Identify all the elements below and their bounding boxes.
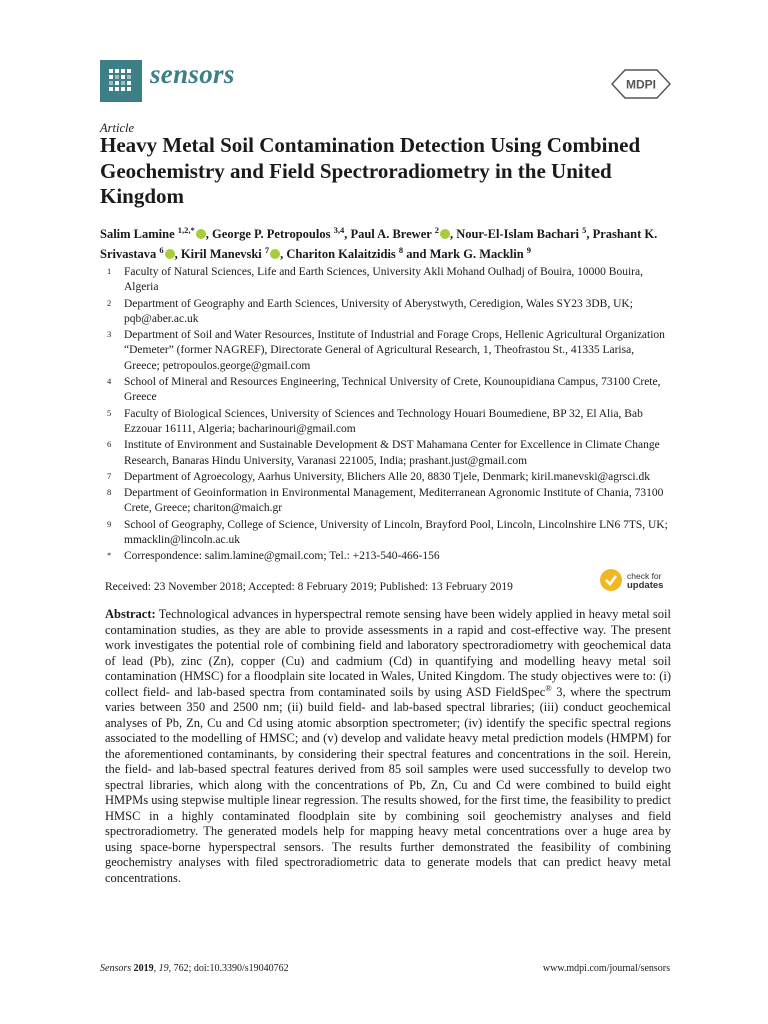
author-affiliation-marker: 9 xyxy=(526,244,532,255)
footer-doi: , 762; doi:10.3390/s19040762 xyxy=(168,963,289,974)
author-name: Nour-El-Islam Bachari xyxy=(456,227,579,241)
paper-title: Heavy Metal Soil Contamination Detection Using Combined Geochemistry and Field Spectroradiometry in the United Kingdom xyxy=(100,133,641,208)
footer-journal: Sensors xyxy=(100,963,132,974)
affiliation-text: Department of Soil and Water Resources, Institute of Industrial and Forage Crops, Hellenic Agricultural Organization “Demeter” (former NAGREF), Directorate General of Agricultural Research, 1, Theofrastou St., 41335 Larisa, Greece; petropoulos.george@gmail.com xyxy=(124,329,665,372)
affiliation-text: Department of Geoinformation in Environmental Management, Mediterranean Agronomic Institute of Chania, 73100 Crete, Greece; chariton@maich.gr xyxy=(124,487,664,515)
author-name: George P. Petropoulos xyxy=(212,227,331,241)
author xyxy=(350,224,450,241)
author xyxy=(286,244,404,261)
affiliation-text: Department of Agroecology, Aarhus University, Blichers Alle 20, 8830 Tjele, Denmark; kiril.manevski@agrsci.dk xyxy=(124,470,650,483)
affiliation-item xyxy=(100,518,670,549)
affiliation-number: 8 xyxy=(107,487,112,498)
affiliation-item xyxy=(100,486,670,517)
author xyxy=(456,224,587,241)
affiliation-item xyxy=(100,407,670,438)
affiliation-item xyxy=(100,549,670,564)
author-affiliation-marker: 1,2, xyxy=(177,224,191,235)
author xyxy=(180,244,280,261)
abstract xyxy=(105,607,671,886)
mdpi-logo xyxy=(611,69,671,104)
author xyxy=(429,244,532,261)
affiliation-number: 9 xyxy=(107,518,112,529)
publication-dates: Received: 23 November 2018; Accepted: 8 February 2019; Published: 13 February 2019 xyxy=(105,581,513,593)
author-affiliation-marker: 7 xyxy=(264,244,270,255)
check-updates-line1: check for xyxy=(627,571,662,581)
orcid-icon[interactable] xyxy=(196,229,206,239)
registered-mark: ® xyxy=(545,682,552,693)
affiliation-item xyxy=(100,375,670,406)
author xyxy=(212,224,345,241)
affiliation-number: 7 xyxy=(107,470,112,481)
affiliation-item xyxy=(100,328,670,374)
author-affiliation-marker: 6 xyxy=(159,244,164,255)
author-affiliation-marker: 3,4 xyxy=(333,224,345,235)
journal-logo-icon xyxy=(100,60,142,102)
author-name: Salim Lamine xyxy=(100,227,175,241)
check-updates-icon xyxy=(600,569,622,591)
affiliation-number: 1 xyxy=(107,266,112,276)
check-updates-line2: updates xyxy=(627,580,664,591)
affiliation-number: 6 xyxy=(107,439,112,450)
author-name: Prashant K. Srivastava xyxy=(100,227,658,261)
author-name: Mark G. Macklin xyxy=(429,247,524,261)
check-for-updates-button[interactable] xyxy=(600,568,680,594)
affiliation-text: Faculty of Biological Sciences, University of Sciences and Technology Houari Boumediene, BP 32, El Alia, Bab Ezzouar 16111, Algeria; bacharinouri@gmail.com xyxy=(124,407,643,435)
author-affiliation-marker: 8 xyxy=(398,244,404,255)
journal-url-link[interactable]: www.mdpi.com/journal/sensors xyxy=(542,963,670,974)
affiliation-text: Faculty of Natural Sciences, Life and Earth Sciences, University Akli Mohand Oulhadj of Bouira, 10000 Bouira, Algeria xyxy=(124,266,643,294)
affiliation-text: School of Geography, College of Science, University of Lincoln, Brayford Pool, Lincoln, Lincolnshire LN6 7TS, UK; mmacklin@lincoln.ac.uk xyxy=(124,518,668,547)
orcid-icon[interactable] xyxy=(270,249,280,259)
article-type: Article xyxy=(100,121,135,135)
affiliation-text: Department of Geography and Earth Sciences, University of Aberystwyth, Ceredigion, Wales SY23 3DB, UK; pqb@aber.ac.uk xyxy=(124,297,633,325)
affiliation-number: 3 xyxy=(107,329,112,340)
abstract-text-part2: 3, where the spectrum varies between 350 and 2500 nm; (ii) build field- and lab-based spectral libraries; (iii) conduct geochemical analyses of Pb, Zn, Cu and Cd using atomic absorption spectrometer; (iv) identify the specific spectral regions associated to the modelling of HMSC; and (v) develop and validate heavy metal prediction models (HMPM) for the aforementioned contaminants, by considering their spectral features and concentrations in the soil. Herein, the field- and lab-based spectral features derived from 85 soil samples were used successfully to develop two spectral libraries, which along with the concentrations of Pb, Zn, Cu and Cd were combined to build eight HMPMs using stepwise multiple linear regression. The results showed, for the first time, the feasibility to predict HMSC in a highly contaminated floodplain site by combining soil geochemistry analyses and field spectroradiometry. The generated models help for mapping heavy metal concentrations over a huge area by using space-borne hyperspectral sensors. The results further demonstrated the feasibility of combining geochemistry analyses with filed spectroradiometric data to generate models that can predict heavy metal concentrations. xyxy=(105,684,671,885)
orcid-icon[interactable] xyxy=(440,229,450,239)
journal-name: sensors xyxy=(150,59,235,89)
footer-volume: 19 xyxy=(158,963,169,974)
affiliation-number: 2 xyxy=(107,297,112,308)
affiliation-list xyxy=(100,265,670,566)
affiliation-number: 4 xyxy=(107,376,112,387)
affiliation-text: Institute of Environment and Sustainable Development & DST Mahamana Center for Excellence in Climate Change Research, Banaras Hindu University, Varanasi 221005, India; prashant.just@gmail.com xyxy=(124,439,660,467)
footer-year: 2019 xyxy=(133,963,154,974)
affiliation-text: Correspondence: salim.lamine@gmail.com; Tel.: +213-540-466-156 xyxy=(124,550,440,563)
abstract-label: Abstract: xyxy=(105,607,156,621)
affiliation-number: 5 xyxy=(107,407,112,418)
abstract-text-part1: Technological advances in hyperspectral remote sensing have been widely applied in heavy metal soil contamination studies, as they are able to provide assessments in a rapid and cost-effective way. The present work investigates the potential role of combining field and laboratory spectroradiometry with geochemical data of lead (Pb), zinc (Zn), copper (Cu) and cadmium (Cd) in quantifying and modelling heavy metal soil contamination (HMSC) for a floodplain site located in Wales, United Kingdom. The study objectives were to: (i) collect field- and lab-based spectra from contaminated soils by using ASD FieldSpec xyxy=(105,607,671,699)
author-list: Salim Lamine $^{1,2,*}$ , George P. Petropoulos $^{3,4}$, Paul A. Brewer $^2$ , Nour-El-Islam Bachari $^5$, Prashant K. Srivastava $^6$ , Kiril Manevski $^7$ , Chariton Kalaitzidis $^8$ and Mark G. Macklin $^9$ xyxy=(100,224,658,261)
affiliation-item xyxy=(100,265,670,296)
affiliation-item xyxy=(100,438,670,469)
author-name: Paul A. Brewer xyxy=(350,227,432,241)
mdpi-logo-text: MDPI xyxy=(626,77,656,92)
affiliation-text: School of Mineral and Resources Engineering, Technical University of Crete, Kounoupidiana Campus, 73100 Crete, Greece xyxy=(124,376,661,404)
author xyxy=(100,224,206,241)
affiliation-number: * xyxy=(107,550,112,561)
affiliation-item xyxy=(100,470,670,485)
author-name: Kiril Manevski xyxy=(180,247,262,261)
author-affiliation-marker: 2 xyxy=(434,224,439,235)
author-affiliation-marker: 5 xyxy=(582,224,587,235)
orcid-icon[interactable] xyxy=(165,249,175,259)
citation-footer: Sensors 2019, 19, 762; doi:10.3390/s19040762 xyxy=(100,963,289,974)
author-name: Chariton Kalaitzidis xyxy=(286,247,396,261)
affiliation-item xyxy=(100,297,670,328)
corresponding-author-marker: * xyxy=(190,224,195,235)
